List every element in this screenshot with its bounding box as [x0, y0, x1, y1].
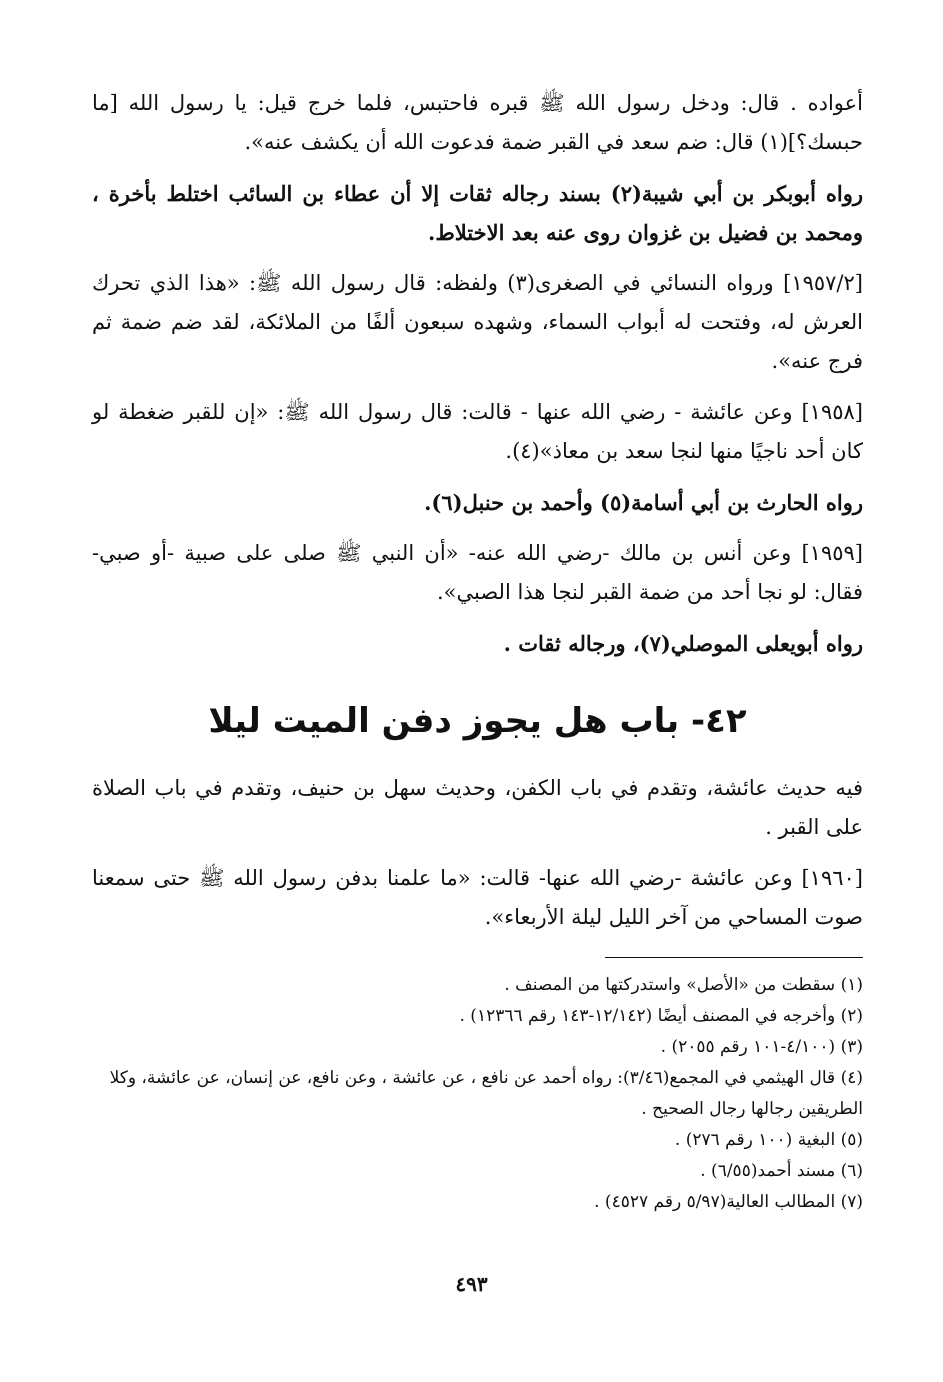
paragraph-isnad-harith: رواه الحارث بن أبي أسامة(٥) وأحمد بن حنبل(٦).	[424, 490, 863, 515]
chapter-heading: ٤٢- باب هل يجوز دفن الميت ليلا	[208, 701, 747, 741]
paragraph-isnad-ibn-abi-shayba: رواه أبوبكر بن أبي شيبة(٢) بسند رجاله ثقات إلا أن عطاء بن السائب اختلط بأخرة ، ومحمد بن فضيل بن غزوان روى عنه بعد الاختلاط.	[92, 181, 863, 245]
paragraph-chapter-intro: فيه حديث عائشة، وتقدم في باب الكفن، وحديث سهل بن حنيف، وتقدم في باب الصلاة على القبر .	[92, 776, 863, 839]
footnote-6: (٦) مسند أحمد(٦/٥٥) .	[700, 1161, 863, 1181]
footnote-5: (٥) البغية (١٠٠ رقم ٢٧٦) .	[674, 1130, 863, 1150]
main-text	[92, 84, 863, 663]
footnote-7: (٧) المطالب العالية(٥/٩٧ رقم ٤٥٢٧) .	[594, 1192, 863, 1212]
footnote-divider	[605, 957, 863, 958]
paragraph-hadith-1960: [١٩٦٠] وعن عائشة -رضي الله عنها- قالت: «ما علمنا بدفن رسول الله ﷺ حتى سمعنا صوت المساحي من آخر الليل ليلة الأربعاء».	[92, 866, 863, 929]
paragraph-hadith-1957: [١٩٥٧/٢] ورواه النسائي في الصغرى(٣) ولفظه: قال رسول الله ﷺ: «هذا الذي تحرك العرش له، وفتحت له أبواب السماء، وشهده سبعون ألفًا من الملائكة، لقد ضم ضمة ثم فرج عنه».	[92, 271, 863, 373]
footnote-1: (١) سقطت من «الأصل» واستدركتها من المصنف .	[504, 975, 863, 995]
footnote-3: (٣) (٤/١٠٠-١٠١ رقم ٢٠٥٥) .	[660, 1037, 863, 1057]
paragraph-hadith-1958: [١٩٥٨] وعن عائشة - رضي الله عنها - قالت: قال رسول الله ﷺ: «إن للقبر ضغطة لو كان أحد ناجيًا منها لنجا سعد بن معاذ»(٤).	[92, 400, 863, 463]
footnotes	[92, 970, 863, 1218]
chapter-text	[92, 769, 863, 937]
paragraph-isnad-abu-yala: رواه أبويعلى الموصلي(٧)، ورجاله ثقات .	[503, 631, 863, 656]
page-number: ٤٩٣	[455, 1272, 488, 1296]
footnote-4: (٤) قال الهيثمي في المجمع(٣/٤٦): رواه أحمد عن نافع ، عن عائشة ، وعن نافع، عن إنسان، عن عائشة، وكلا الطريقين رجالها رجال الصحيح .	[109, 1068, 863, 1119]
footnote-2: (٢) وأخرجه في المصنف أيضًا (١٢/١٤٢-١٤٣ رقم ١٢٣٦٦) .	[459, 1006, 863, 1026]
paragraph-hadith-1959: [١٩٥٩] وعن أنس بن مالك -رضي الله عنه- «أن النبي ﷺ صلى على صبية -أو صبي- فقال: لو نجا أحد من ضمة القبر لنجا هذا الصبي».	[92, 541, 863, 604]
paragraph-continuation: أعواده . قال: ودخل رسول الله ﷺ قبره فاحتبس، فلما خرج قيل: يا رسول الله [ما حبسك؟](١) قال: ضم سعد في القبر ضمة فدعوت الله أن يكشف عنه».	[92, 91, 863, 154]
